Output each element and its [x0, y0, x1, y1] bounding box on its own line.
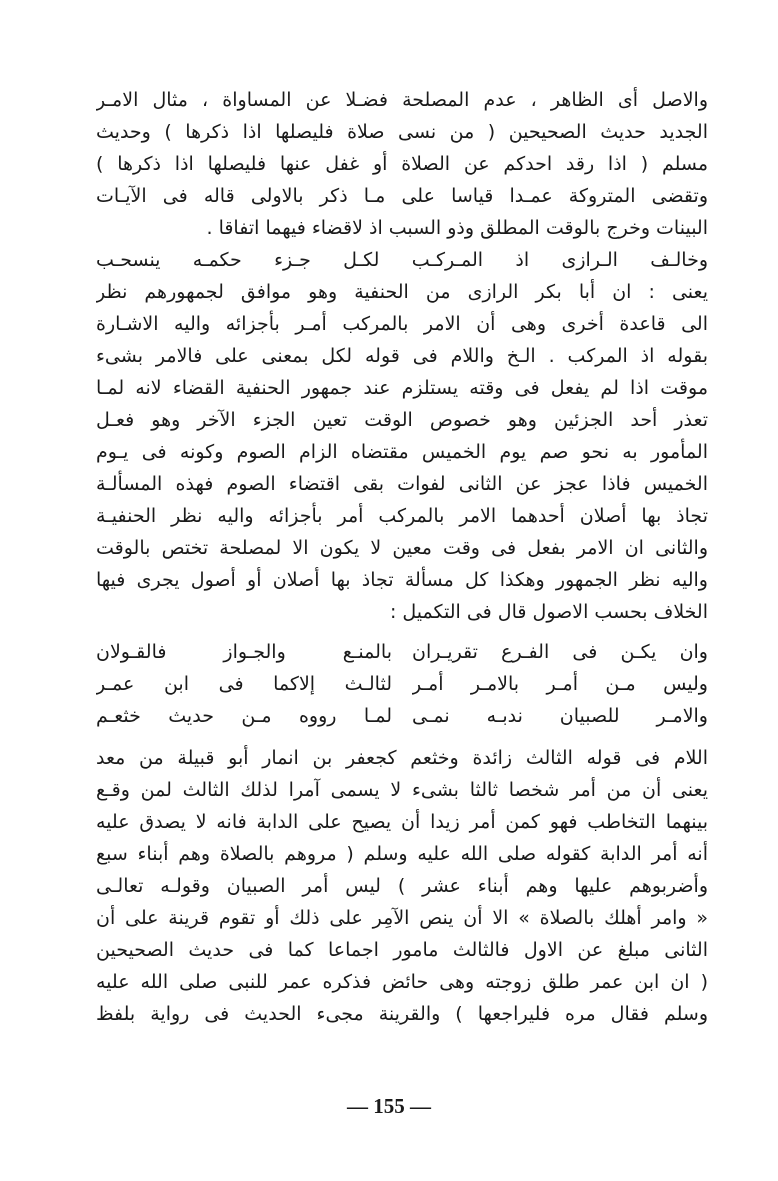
text-line: واليه نظر الجمهور وهكذا كل مسألة تجاذ بها أصلان أو أصول يجرى فيها: [96, 569, 708, 591]
paragraph-3: [96, 742, 708, 1030]
text-line: وأضربوهم عليها وهم أبناء عشر ) ليس أمر الصبيان وقولـه تعالـى: [96, 875, 708, 897]
text-line: موقت اذا لم يفعل فى وقته يستلزم عند جمهور الحنفية القضاء لانه لمـا: [96, 377, 708, 399]
poem-verse: [96, 668, 708, 700]
text-line: الثانى مبلغ عن الاول فالثالث مامور اجماعا كما فى حديث الصحيحين: [96, 939, 708, 961]
verse-line: وخالـف الـرازى اذ المـركـب لكـل جـزء حكمـه ينسحـب: [96, 249, 708, 271]
poem-verse: [96, 636, 708, 668]
verse-second-hemistich: لمـا رووه مـن حديث خثعـم: [96, 705, 392, 727]
verse-second-hemistich: بالمنـع والجـواز فالقـولان: [96, 641, 392, 663]
text-line: وتقضى المتروكة عمـدا قياسا على مـا ذكر بالاولى قاله فى الآيـات: [96, 185, 708, 207]
text-line: المأمور به نحو صم يوم الخميس مقتضاه الزام الصوم وكونه فى يـوم: [96, 441, 708, 463]
text-line: الجديد حديث الصحيحين ( من نسى صلاة فليصلها اذا ذكرها ) وحديث: [96, 121, 708, 143]
text-line: يعنى : ان أبا بكر الرازى من الحنفية وهو موافق لجمهورهم نظر: [96, 281, 708, 303]
text-line: ( ان ابن عمر طلق زوجته وهى حائض فذكره عمر للنبى صلى الله عليه: [96, 971, 708, 993]
text-line: « وامر أهلك بالصلاة » الا أن ينص الآمِر على ذلك أو تقوم قرينة على أن: [96, 907, 708, 929]
text-line: مسلم ( اذا رقد احدكم عن الصلاة أو غفل عنها فليصلها اذا ذكرها ): [96, 153, 708, 175]
text-line: أنه أمر الدابة كقوله صلى الله عليه وسلم ( مروهم بالصلاة وهم أبناء سبع: [96, 843, 708, 865]
text-line: اللام فى قوله الثالث زائدة وخثعم كجعفر بن انمار أبو قبيلة من معد: [96, 747, 708, 769]
text-line: يعنى أن من أمر شخصا ثالثا بشىء لا يسمى آمرا لذلك الثالث لمن وقـع: [96, 779, 708, 801]
verse-second-hemistich: لثالـث إلاكما فى ابن عمـر: [96, 673, 392, 695]
text-line: تعذر أحد الجزئين وهو خصوص الوقت تعين الجزء الآخر وهو فعـل: [96, 409, 708, 431]
text-line: بقوله اذ المركب . الـخ واللام فى قوله لكل بمعنى على فالامر بشىء: [96, 345, 708, 367]
paragraph-1: [96, 84, 708, 244]
text-line: بينهما التخاطب فهو كمن أمر زيدا أن يصيح على الدابة فانه لا يصدق عليه: [96, 811, 708, 833]
text-line: والثانى ان الامر بفعل فى وقت معين لا يكون الا لمصلحة تختص بالوقت: [96, 537, 708, 559]
poem: [96, 636, 708, 732]
text-line: الى قاعدة أخرى وهى أن الامر بالمركب أمـر بأجزائه واليه الاشـارة: [96, 313, 708, 335]
paragraph-2: [96, 276, 708, 628]
text-line: والاصل أى الظاهر ، عدم المصلحة فضـلا عن المساواة ، مثال الامـر: [96, 89, 708, 111]
text-line: وسلم فقال مره فليراجعها ) والقرينة مجىء الحديث فى رواية بلفظ: [96, 1003, 708, 1025]
page-number: — 155 —: [347, 1094, 431, 1118]
text-line: الخميس فاذا عجز عن الثانى لفوات بقى اقتضاء الصوم فهذه المسألـة: [96, 473, 708, 495]
text-line: البينات وخرج بالوقت المطلق وذو السبب اذ لاقضاء فيهما اتفاقا .: [206, 217, 708, 239]
verse-first-hemistich: وان يكـن فى الفـرع تقريـران: [412, 641, 708, 663]
text-line: الخلاف بحسب الاصول قال فى التكميل :: [389, 601, 708, 623]
page-body: [96, 84, 708, 1030]
text-line: تجاذ بها أصلان أحدهما الامر بالمركب أمر بأجزائه واليه نظر الحنفيـة: [96, 505, 708, 527]
verse-first-hemistich: والامـر للصبيان ندبـه نمـى: [412, 705, 708, 727]
verse-first-hemistich: وليس مـن أمـر بالامـر أمـر: [412, 673, 708, 695]
poem-verse: [96, 700, 708, 732]
